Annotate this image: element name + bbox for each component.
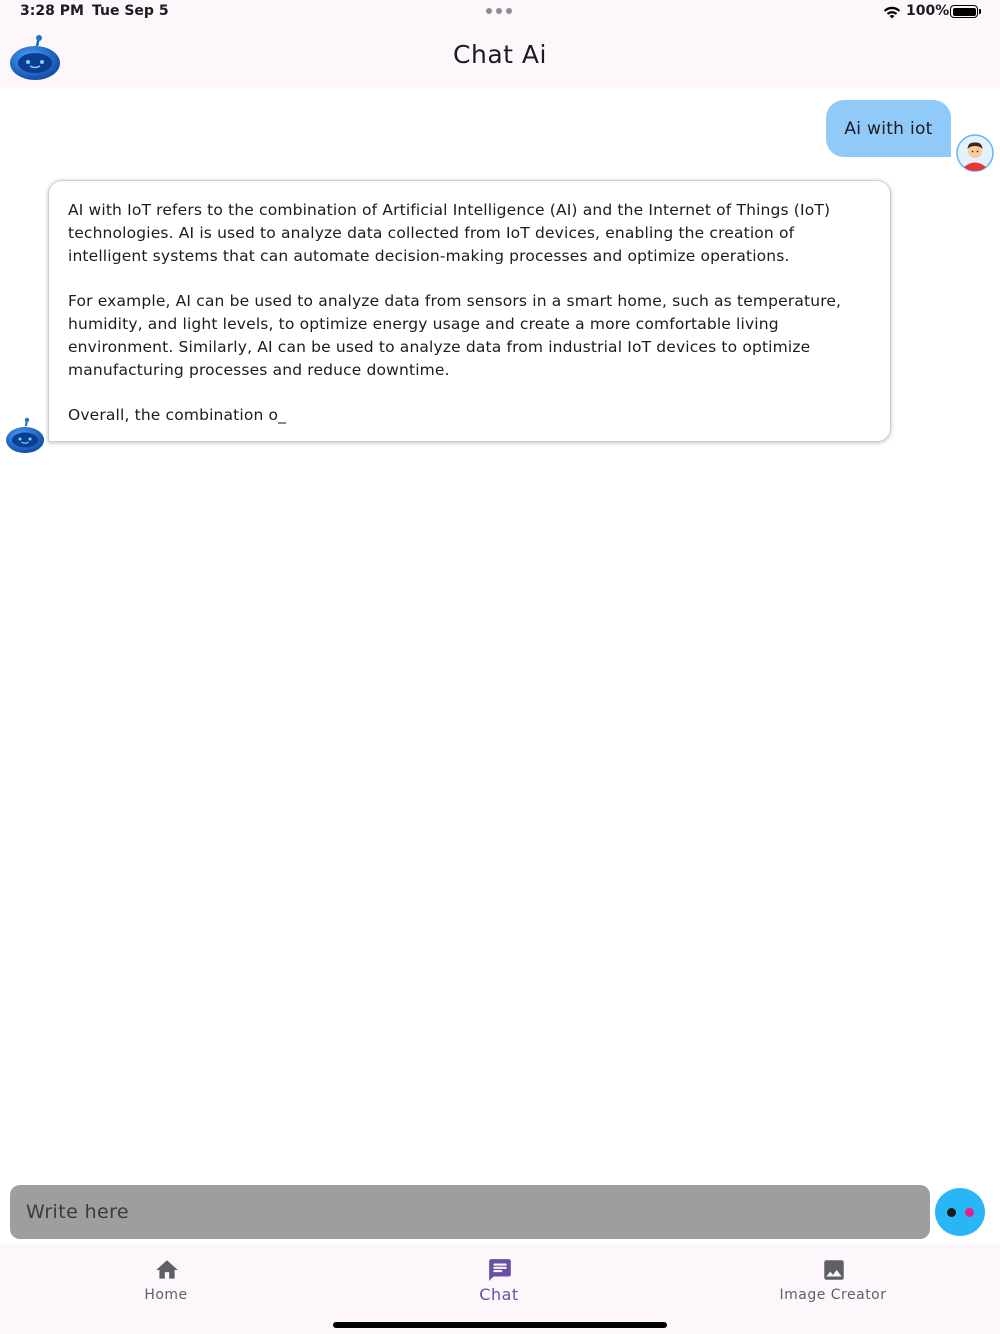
chat-icon bbox=[487, 1257, 513, 1283]
user-message-bubble: Ai with iot bbox=[826, 100, 951, 157]
page-title: Chat Ai bbox=[453, 40, 547, 69]
multitasking-dots-icon[interactable] bbox=[486, 8, 512, 14]
home-indicator[interactable] bbox=[333, 1322, 667, 1328]
bot-message-bubble bbox=[48, 180, 891, 442]
bot-message-paragraph: For example, AI can be used to analyze data from sensors in a smart home, such as temperature, humidity, and light levels, to optimize energy usage and create a more comfortable living environment. Similarly, AI can be used to analyze data from industrial IoT devices to optimize manufacturing processes and reduce downtime. bbox=[68, 292, 842, 379]
nav-label-image-creator: Image Creator bbox=[779, 1287, 887, 1303]
app-header bbox=[0, 26, 1000, 88]
nav-item-chat[interactable] bbox=[399, 1243, 599, 1323]
loading-dot-icon bbox=[965, 1208, 974, 1217]
wifi-icon bbox=[882, 4, 902, 20]
message-input[interactable] bbox=[10, 1185, 930, 1239]
bot-message-paragraph: Overall, the combination o_ bbox=[68, 406, 287, 425]
send-button[interactable] bbox=[935, 1188, 985, 1236]
bot-avatar-icon bbox=[5, 417, 45, 455]
status-date: Tue Sep 5 bbox=[92, 3, 169, 19]
nav-item-home[interactable] bbox=[66, 1243, 266, 1323]
battery-icon bbox=[950, 5, 978, 18]
loading-dot-icon bbox=[947, 1208, 956, 1217]
status-bar bbox=[0, 0, 1000, 26]
status-time: 3:28 PM bbox=[20, 3, 84, 19]
battery-percentage: 100% bbox=[906, 3, 950, 19]
nav-label-chat: Chat bbox=[479, 1285, 519, 1304]
bot-message-paragraph: AI with IoT refers to the combination of Artificial Intelligence (AI) and the Internet of Things (IoT) technologies. AI is used to analyze data collected from IoT devices, enabling the creation of intelligent systems that can automate decision-making processes and optimize operations. bbox=[68, 201, 831, 265]
home-icon bbox=[154, 1257, 180, 1283]
nav-item-image-creator[interactable] bbox=[733, 1243, 933, 1323]
image-icon bbox=[821, 1257, 847, 1283]
nav-label-home: Home bbox=[144, 1287, 188, 1303]
user-avatar-icon bbox=[956, 134, 994, 172]
bottom-navigation bbox=[0, 1243, 1000, 1334]
